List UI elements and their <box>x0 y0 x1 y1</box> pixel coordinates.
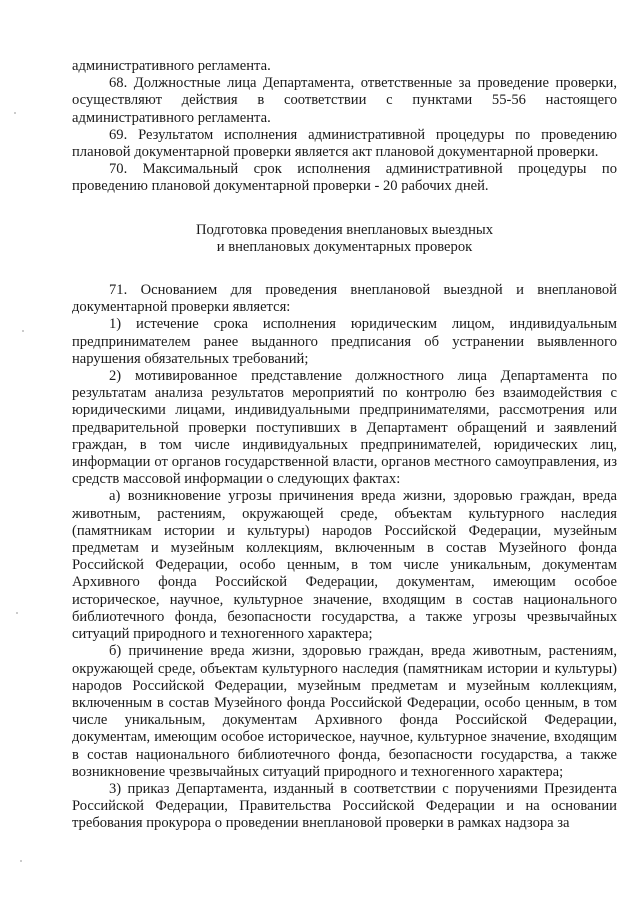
scan-artifact-dot <box>20 860 22 862</box>
list-item-1: 1) истечение срока исполнения юридическим лицом, индивидуальным предпринимателем ранее выданного предписания об устранении выявленного нарушения обязательных требований; <box>72 316 617 367</box>
list-item-2b: б) причинение вреда жизни, здоровью граждан, вреда животным, растениям, окружающей среде, объектам культурного наследия (памятникам истории и культуры) народов Российской Федерации, музейным предметам и музейным коллекциям, включенным в состав Музейного фонда Российской Федерации, особо ценным, в том числе уникальным, документам Архивного фонда Российской Федерации, документам, имеющим особое историческое, научное, культурное значение, входящим в состав национального библиотечного фонда, безопасности государства, а также возникновение чрезвычайных ситуаций природного и техногенного характера; <box>72 643 617 780</box>
scan-artifact-dot <box>16 612 18 614</box>
scan-artifact-dot <box>14 112 16 114</box>
list-item-3: 3) приказ Департамента, изданный в соответствии с поручениями Президента Российской Федерации, Правительства Российской Федерации и на основании требования прокурора о проведении внеплановой проверки в рамках надзора за <box>72 780 617 832</box>
section-heading-line-2: и внеплановых документарных проверок <box>216 238 473 255</box>
document-page <box>72 58 617 833</box>
paragraph-69: 69. Результатом исполнения административной процедуры по проведению плановой документарной проверки является акт плановой документарной проверки. <box>72 126 617 161</box>
paragraph-70: 70. Максимальный срок исполнения административной процедуры по проведению плановой документарной проверки - 20 рабочих дней. <box>72 161 617 195</box>
paragraph-71: 71. Основанием для проведения внеплановой выездной и внеплановой документарной проверки является: <box>72 282 617 316</box>
list-item-2a: а) возникновение угрозы причинения вреда жизни, здоровью граждан, вреда животным, растениям, окружающей среде, объектам культурного наследия (памятникам истории и культуры) народов Российской Федерации, музейным предметам и музейным коллекциям, включенным в состав Музейного фонда Российской Федерации, особо ценным, в том числе уникальным, документам Архивного фонда Российской Федерации, документам, имеющим особое историческое, научное, культурное значение, входящим в состав национального библиотечного фонда, безопасности государства, а также угрозы чрезвычайных ситуаций природного и техногенного характера; <box>72 488 617 643</box>
list-item-2: 2) мотивированное представление должностного лица Департамента по результатам анализа результатов мероприятий по контролю без взаимодействия с юридическими лицами, индивидуальными предпринимателями, рассмотрения или предварительной проверки поступивших в Департамент обращений и заявлений граждан, в том числе индивидуальных предпринимателей, юридических лиц, информации от органов государственной власти, органов местного самоуправления, из средств массовой информации о следующих фактах: <box>72 368 617 488</box>
paragraph-68: 68. Должностные лица Департамента, ответственные за проведение проверки, осуществляют действия в соответствии с пунктами 55-56 настоящего административного регламента. <box>72 75 617 126</box>
scan-artifact-dot <box>22 330 24 332</box>
paragraph-continuation: административного регламента. <box>72 58 271 74</box>
section-heading-line-1: Подготовка проведения внеплановых выездных <box>196 221 493 238</box>
section-heading <box>72 222 617 256</box>
